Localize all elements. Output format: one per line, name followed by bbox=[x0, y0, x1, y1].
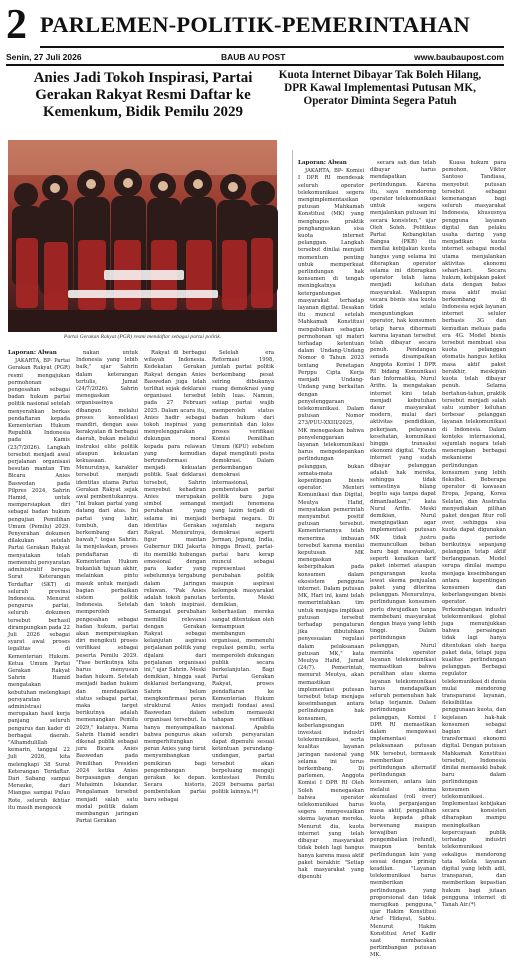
crowd-image bbox=[8, 140, 277, 332]
article2-reporter: Laporan: Alwan bbox=[298, 160, 347, 166]
article1-column-3 bbox=[144, 350, 206, 803]
publication-name: BAUB AU POST bbox=[221, 52, 286, 62]
photo-caption: Partai Gerakan Rakyat (PGR) resmi mendaftar sebagai partai politik. bbox=[63, 334, 222, 340]
article-divider bbox=[292, 150, 293, 795]
meta-bar bbox=[6, 50, 504, 66]
article1-column-4-text: Selelah era Reformasi 1998, jumlah partai politik berkembang pesat seiring dibukanya ruang demokrasi yang lebih luas. Namun, setiap partai wajib memperoleh status badan hukum dari pemerintah dan lolos proses verifikasi Komisi Pemilihan Umum (KPU) sebelum dapat mengikuti pesta demokrasi. Dalam perkembangan demokrasi internasional, pembentukan partai politik baru juga menjadi fenomena yang lazim terjadi di berbagai negara. Di sejumlah negara demokrasi seperti Jerman, Jepang, India, hingga Brasil, partai-partai baru kerap muncul sebagai representasi perubahan politik maupun aspirasi kelompok masyarakat tertentu. Meski demikian, keberhasilan mereka sangat ditentukan oleh kemampuan membangun organisasi, memenuhi regulasi pemilu, serta memperoleh dukungan publik secara berkelanjutan. Bagi Partai Gerakan Rakyat, proses pendaftaran ke Kementerian Hukum menjadi fondasi awal sebelum memasuki tahapan verifikasi nasional. Apabila seluruh persyaratan dapat dipenuhi sesuai ketentuan perundang-undangan, partai tersebut akan berpeluang menguji kontestasi Pemilu 2029 bersama partai politik lainnya.(*) bbox=[212, 350, 274, 796]
article1-column-4 bbox=[212, 350, 274, 796]
article2-column-1 bbox=[298, 160, 364, 881]
party-photo bbox=[8, 140, 277, 332]
article2-headline: Kuota Internet Dibayar Tak Boleh Hilang, DPR Kawal Implementasi Putusan MK, Operator Diminta Segera Patuh bbox=[278, 69, 482, 107]
article1-column-2 bbox=[76, 350, 138, 825]
article2-column-3-text: Kuasa hukum para pemohon, Viktor Santoso Tandiasa, menyebut putusan tersebut sebagai kemenangan bagi seluruh masyarakat Indonesia, khususnya pengguna layanan digital dan pelaku usaha daring yang menjadikan kuota internet sebagai modal utama menjalankan aktivitas ekonomi sehari-hari. Secara hukum, kebijakan paket data dengan batas masa aktif mulai berkembang di Indonesia sejak layanan internet seluler berbasis 3G dan kemudian meluas pada era 4G. Model bisnis tersebut membuat sisa kuota pelanggan otomatis hangus ketika masa aktif paket berakhir, meskipun kuota telah dibayar penuh. Selama bertahun-tahun, praktik tersebut menjadi salah satu sumber keluhan terbesar pelanggan layanan telekomunikasi di Indonesia. Dalam konteks internasional, sejumlah negara telah menerapkan berbagai mekanisme perlindungan konsumen yang lebih fleksibel. Beberapa operator di kawasan Eropa, Jepang, Korea Selatan, dan Australia menyediakan pilihan paket dengan fitur roll over, sehingga sisa kuota dapat digunakan pada periode berikutnya sepanjang pelanggan tetap aktif berlangganan. Model serupa dinilai mampu menjaga keseimbangan antara kepentingan konsumen dan keberlangsungan bisnis operator. Perkembangan industri telekomunikasi global juga menunjukkan bahwa persaingan tidak lagi hanya ditentukan oleh harga paket data, tetapi juga kualitas perlindungan pelanggan. Berbagai regulator telekomunikasi di dunia mulai mendorong transparansi layanan, fleksibilitas penggunaan kuota, dan kejelasan hak-hak konsumen sebagai bagian dari transformasi ekonomi digital. Dengan putusan Mahkamah Konstitusi tersebut, Indonesia dinilai memasuki babak baru dalam perlindungan konsumen telekomunikasi. Implementasi kebijakan secara konsisten diharapkan mampu meningkatkan kepercayaan publik terhadap industri telekomunikasi sekaligus mendorong tata kelola layanan digital yang lebih adil, transparan, dan memberikan kepastian hukum bagi jutaan pengguna internet di Tanah Air.(*) bbox=[442, 160, 507, 908]
issue-date: Senin, 27 Juli 2026 bbox=[6, 52, 82, 62]
article2-column-2 bbox=[370, 160, 436, 959]
article2-column-2-text: secara sah dan telah dibayar harus mendapatkan perlindungan. Karena itu, saya mendorong operator telekomunikasi untuk segera menjalankan putusan ini secara konsisten," ujar Oleh Soleh. Politikus Partai Kebangkitan Bangsa (PKB) itu menilai kebijakan kuota hangus yang selama ini diterapkan operator selama ini diterapkan operator telah lama menjadi keluhan masyarakat. Walaupun secara bisnis sisa kuota tidak selalu menguntungkan operator, hak konsumen tetap harus dihormati karena layanan tersebut telah dibayar secara penuh. Pendangan senada disampaikan Anggota Komisi I DPR RI bidang Komunikasi dan Informatika, Nurul Arifin. Ia mengatakan internet kini telah menjadi kebutuhan dasar masyarakat modern, mulai dari aktivitas pendidikan, pekerjaan, pelayanan kesehatan, komunikasi hingga transaksi ekonomi digital. "Kuota internet yang sudah dibayar pelanggan adalah hak mereka, sehingga tidak semestinya hilang begitu saja tanpa dapat dimanfaatkan," kata Nurul Arifin. Meski demikian, Nurul mengingatkan agar implementasi putusan MK tidak justru memunculkan beban baru bagi masyarakat, seperti kenaikan tarif paket internet ataupun pengurangan kuota lewat skema penjualan paket yang diterima pelanggan. Menurutnya, perlindungan konsumen perlu diwujudkan tanpa membebani masyarakat dengan biaya yang lebih tinggi. Dalam perlindungan pelanggan, Nurul meminta operator layanan telekomunikasi memastikan bahwa peralihan atau skema layanan telekomunikasi harus mendapatkan seluruh pemenuhan hak tetap terjamin. Dalam perlindungan pelanggan, Komisi I DPR RI memastikan dalam mengawasi implementasi pelaksanaan putusan MK tersebut, termasuk memberikan perlindungan alternatif perlindungan konsumen, antara lain melalui skema akumulasi (roll over) kuota, perpanjangan masa aktif, pengalihan kuota kepada pihak berwenang maupun kewajiban pengembalian (refund), maupun bentuk perlindungan lain yang sesuai dengan prinsip keadilan. "Layanan telekomunikasi harus memberikan perlindungan yang proporsional dan tidak merugikan pengguna," ujar Hakim Konstitusi Arief Hidayat, Sabtu. Menurut Hakim Konstitusi Arief Kadir saat membacakan pertimbangan putusan MK. bbox=[370, 160, 436, 959]
masthead-rule bbox=[40, 46, 504, 48]
article1-column-1-text: JAKARTA, BP- Partai Gerakan Rakyat (PGR) resmi mengajukan permohonan pengesahan sebagai badan hukum partai politik nasional setelah menyerahkan berkas pendaftaran kepada Kementerian Hukum Republik Indonesia pada Kamis (23/7/2026). Langkah tersebut menjadi awal perjalanan organisasi besutan mantan Tim Bicara Anies Baswedan pada Pilpres 2024, Sahrin Hamid, untuk mempersiapkan diri sebagai badan hukum pengujian Pemilihan Umum (Pemilu) 2029. Penyerahan dokumen dilakukan setelah Partai Gerakan Rakyat menyatakan telah memenuhi persyaratan administratif berupa Surat Keterangan Terdaftar (SKT) di seluruh provinsi Indonesia. Menurut pengurus partai, seluruh dokumen tersebut berhasil dirampungkan pada 22 Juli 2026 sebagai syarat awal proses legalitas di Kementerian Hukum. Ketua Umum Partai Gerakan Rakyat Sahrin Hamid mengatakan kebutuhan melengkapi persyaratan administrasi merupakan hasil kerja panjang seluruh pengurus dan kader di berbagai daerah. "Alhamdulillah kemarin, tanggal 22 Juli 2026, kita melengkapi 38 Surat Keterangan Terdaftar. Dari Sabang sampai Merauke, dari Miangas sampai Pulau Rote, seluruh ikhtiar itu masih mengecek bbox=[8, 358, 70, 811]
article1-reporter: Laporan: Alwan bbox=[8, 350, 57, 356]
website-link[interactable]: www.baubaupost.com bbox=[414, 52, 504, 62]
article2-column-1-text: JAKARTA, BP- Komisi I DPR RI mendesak seluruh operator telekomunikasi segera mengimplementasikan putusan Mahkamah Konstitusi (MK) yang menghapus praktik penghanguskan sisa kuota internet pelanggan. Langkah tersebut dinilai menjadi momentum penting untuk memperkuat perlindungan hak konsumen di tengah meningkatnya ketergantungan masyarakat terhadap layanan digital. Desakan itu muncul setelah Mahkamah Konstitusi mengabulkan sebagian permohonan uji materi terhadap ketentuan dalam Undang-Undang Nomor 6 Tahun 2023 tentang Penetapan Perppu Cipta Kerja menjadi Undang-Undang yang berkaitan dengan penyelenggaraan telekomunikasi. Dalam putusan Nomor 273/PUU-XXIII/2025, MK menegaskan bahwa penyelenggaraan layanan telekomunikasi harus mengedepankan perlindungan pelanggan, bukan semata-mata kepentingan bisnis operator. Menteri Komunikasi dan Digital, Meutya Hafid, menyatakan pemerintah menyambut positif putusan tersebut. Kementeriannya telah menerima imbauan tersebut karena menilai keputusan MK menegaskan keberpihakan pada konsumen dalam ekosistem pengguna internet. Dalam putusan MK, Hari ini, kami telah memerintahkan tim untuk menjaga implikasi putusan tersebut terhadap pengaturan jika dibutuhkan penyesuaian regulasi dalam pelaksanaan putusan MK," kata Meutya Hafid, Jumat (24/7). Pemerintah, menurut Meutya, akan memastikan implementasi putusan tersebut tetap menjaga keseimbangan antara perlindungan hak konsumen, keberlangsungan investasi industri telekomunikasi, serta kualitas layanan jaringan nasional yang selama ini terus berkembang. Di parlemen, Anggota Komisi I DPR RI Oleh Soleh menegaskan bahwa operator telekomunikasi harus segera menyesuaikan skema layanan mereka. Menurut dia, kuota internet yang telah dibayar masyarakat tidak boleh lagi hangus hanya karena masa aktif paket berakhir. "Setiap hak masyarakat yang dipenuhi bbox=[298, 168, 364, 881]
section-title: PARLEMEN-POLITIK-PEMERINTAHAN bbox=[40, 12, 470, 37]
article2-column-3 bbox=[442, 160, 507, 908]
article1-column-3-text: Rakyat di berbagai wilayah Indonesia. Kedekatan Gerakan Rakyat dengan Anies Baswedan juga telah terlihat sejak deklarasi organisasi tersebut pada 27 Februari 2025. Dalam acara itu, Anies hadir sebagai tokoh inspirasi yang menyelenggarakan dukungan moral kepada para relawan yang kemudian bertransformasi menjadi kekuatan politik. Saat deklarasi tersebut, Sahrin menyebut kehadiran Anies merupakan simbol semangat perubahan yang selama ini menjadi identitas Gerakan Rakyat. Menurutnya, figur mantan Gubernur DKI Jakarta itu memiliki hubungan emosional dengan para kader yang sebelumnya tergabung dalam jaringan relawan. "Pak Anies adalah tokoh panutan dan tokoh inspirasi. Semangat perubahan memiliki relevansi dengan Gerakan Rakyat sebagai kelanjutan aspirasi perjalanan politik yang dijalani dari perjalanan organisasi ini," ujar Sahrin. Meski demikian, hingga saat deklarasi berlangsung, Sahrin belum mengkonfirmasi peran struktural Anies Baswedan dalam organisasi tersebut. Ia hanya menyampaikan bahwa pengurus akan memperhitungkan peran Anies yang turut menyumbangkan pemikiran bagi pengembangan gerakan ke depan. Secara historis, pembentukan partai baru sebagai bbox=[144, 350, 206, 803]
masthead bbox=[0, 0, 512, 60]
article1-column-2-text: nakan untuk Indonesia yang lebih baik," ujar Sahrin dalam keterangan tertulis, Jumat (24/7/2026). Sahrin menegaskan organisasinya dibangun melalui proses konsolidasi mandiri, dengan asas kerakyatan di berbagai daerah, bukan melalui instruksi elite politik ataupun kekuatan kekuasaan. Menurutnya, karakter tersebut menjadi identitas utama Partai Gerakan Rakyat sejak awal pembentukannya. "Ini bukan partai yang datang dari atas. Ini partai yang lahir, tumbuh, dan berkembang dari bawah," tegas Sahrin. Ia menjelaskan, proses pendaftaran di Kementerian Hukum bukanlah tujuan akhir, melainkan pintu masuk untuk menjadi bagian perbaikan sistem politik Indonesia. Setelah memperoleh pengesahan sebagai badan hukum, partai akan mempersiapkan diri mengikuti proses verifikasi sebagai peserta Pemilu 2029. "Fase berikutnya kita harus menyusun badan hukum. Setelah menjadi badan hukum dan mendapatkan status sebagai partai, maka target berikutnya adalah memenangkan Pemilu 2029," katanya. Nama Sahrin Hamid sendiri dikenal publik sebagai juru Bicara Anies Baswedan pada Pemilihan Presiden 2024 ketika Anies berpasangan dengan Muhaimin Iskandar. Pengalaman tersebut menjadi salah satu modal politik dalam membangun jaringan Partai Gerakan bbox=[76, 350, 138, 825]
page-number: 2 bbox=[6, 2, 27, 48]
article1-headline: Anies Jadi Tokoh Inspirasi, Partai Gerakan Rakyat Resmi Daftar ke Kemenkum, Bidik Pemilu 2029 bbox=[33, 70, 253, 120]
article1-column-1 bbox=[8, 350, 70, 811]
